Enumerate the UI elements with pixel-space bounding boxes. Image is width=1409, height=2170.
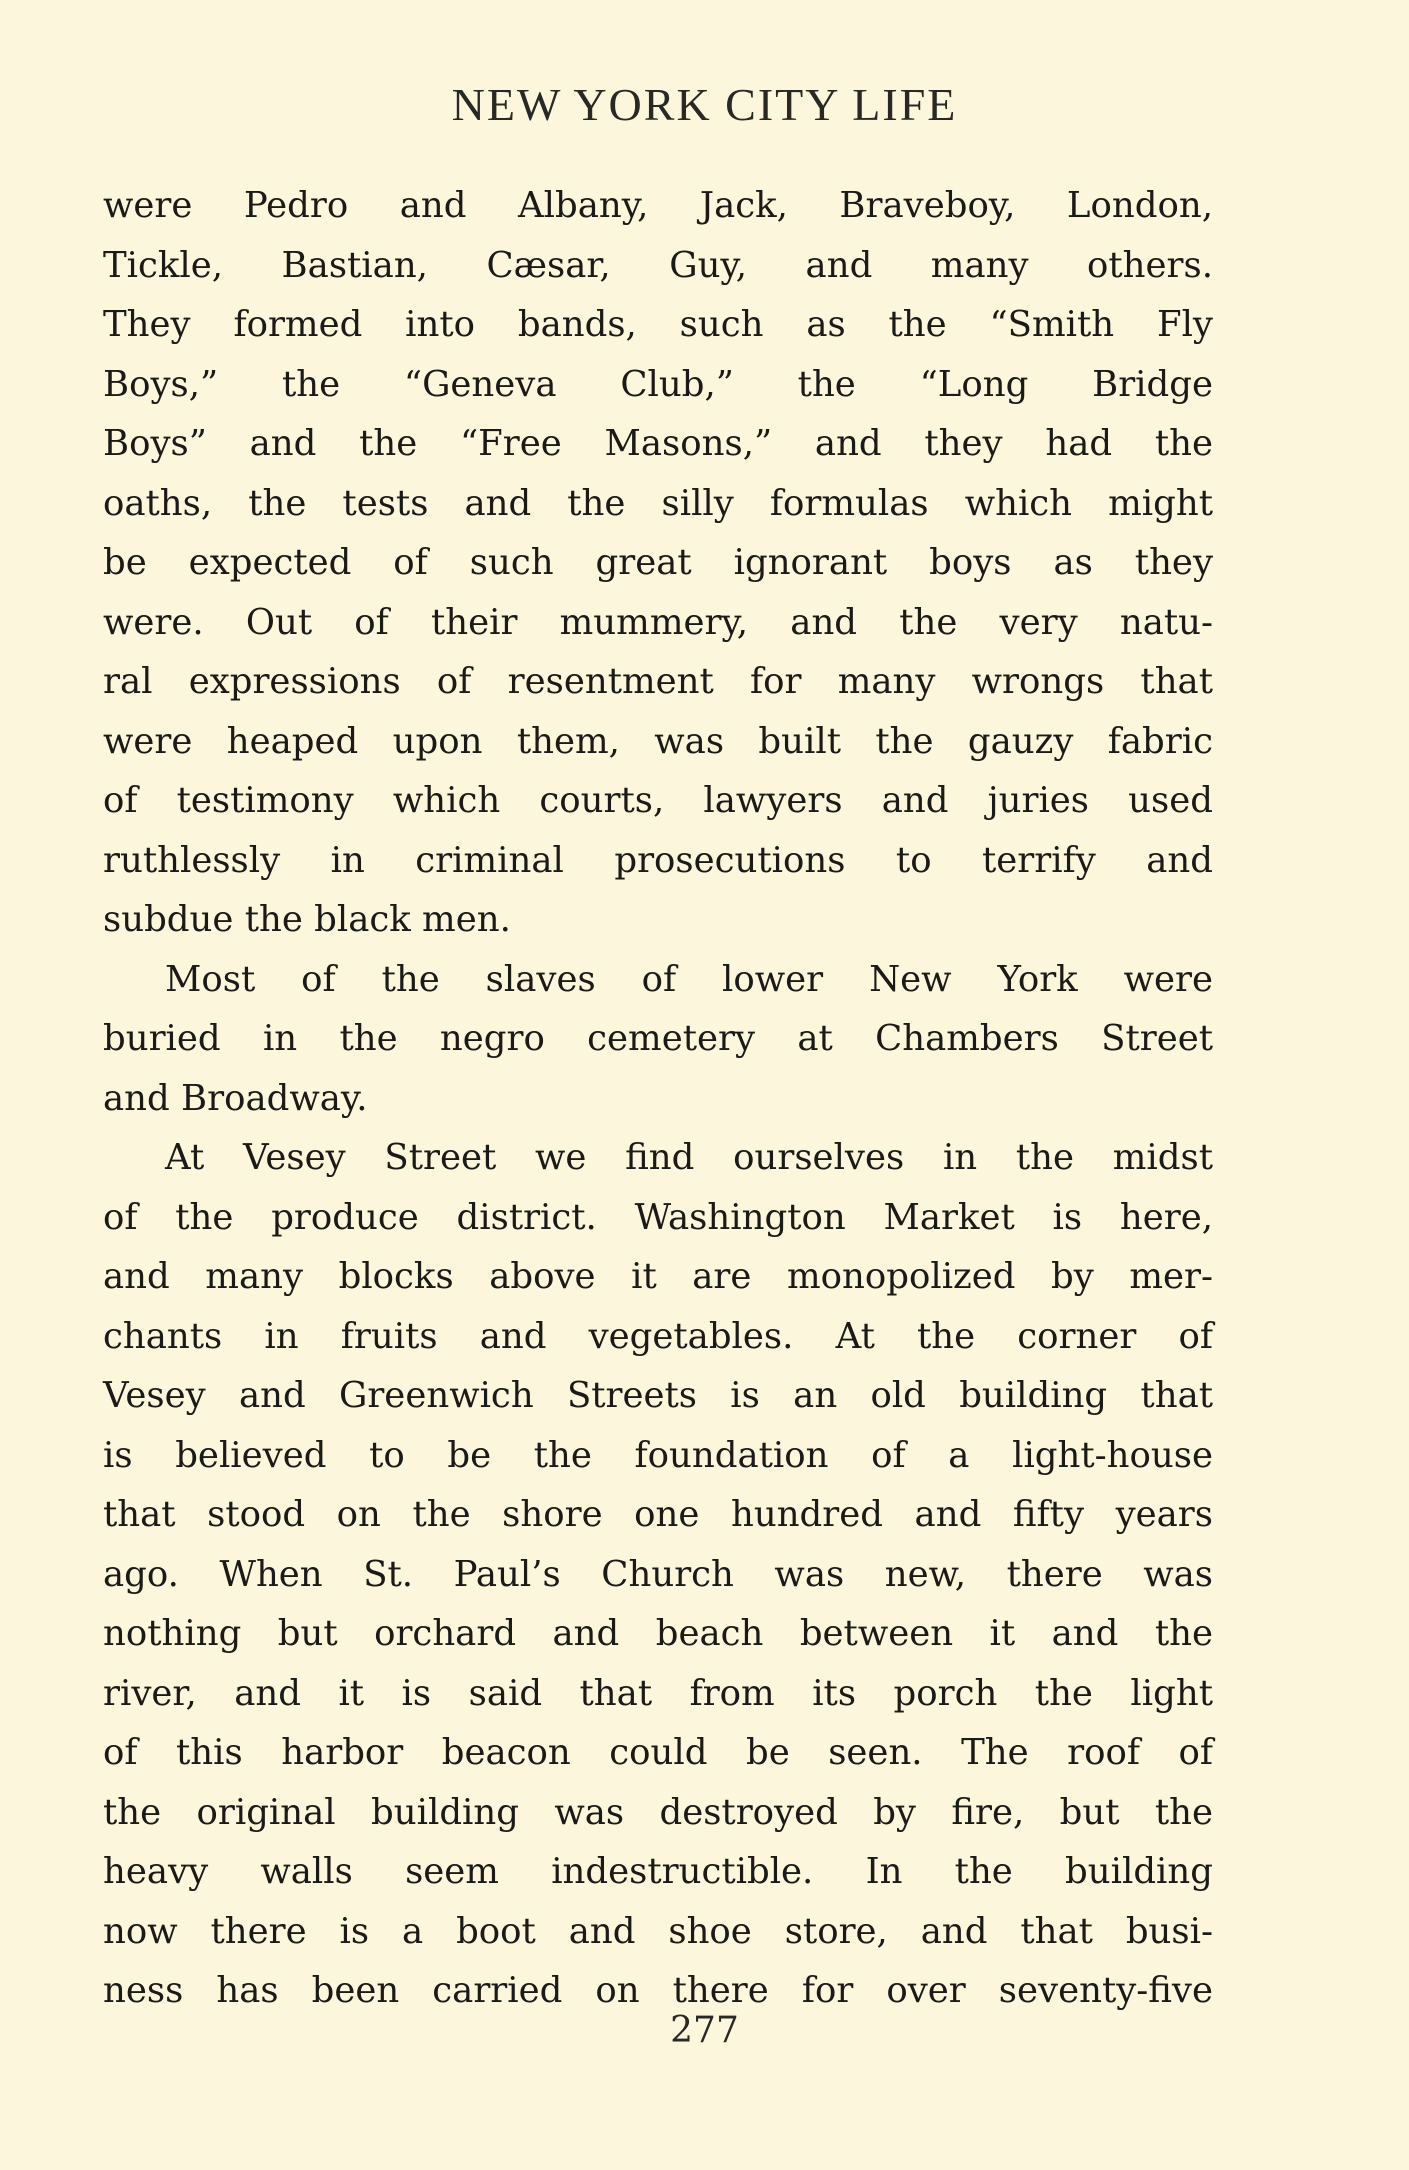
text-line: and many blocks above it are monopolized by mer- (103, 1256, 1213, 1297)
text-line: were Pedro and Albany, Jack, Braveboy, London, (103, 185, 1213, 226)
text-line: were heaped upon them, was built the gauzy fabric (103, 720, 1213, 762)
text-line: ruthlessly in criminal prosecutions to terrify and (103, 839, 1213, 881)
text-line: buried in the negro cemetery at Chambers Street (103, 1018, 1213, 1059)
text-line: heavy walls seem indestructible. In the building (103, 1851, 1213, 1892)
text-line: the original building was destroyed by fire, but the (103, 1791, 1213, 1833)
text-line: ago. When St. Paul’s Church was new, there was (103, 1553, 1213, 1595)
text-line: is believed to be the foundation of a light-house (103, 1434, 1213, 1476)
text-line: of this harbor beacon could be seen. The roof of (103, 1732, 1213, 1773)
text-line: were. Out of their mummery, and the very natu- (103, 601, 1213, 643)
page-number: 277 (670, 2010, 739, 2051)
text-line: Tickle, Bastian, Cæsar, Guy, and many others. (103, 244, 1213, 286)
text-line: that stood on the shore one hundred and fifty years (103, 1494, 1213, 1535)
text-line: now there is a boot and shoe store, and that busi- (103, 1910, 1213, 1952)
text-line: Boys,” the “Geneva Club,” the “Long Bridge (103, 363, 1213, 405)
text-line: subdue the black men. (103, 899, 511, 940)
text-line: ral expressions of resentment for many wrongs that (103, 661, 1213, 702)
text-line: be expected of such great ignorant boys as they (103, 542, 1213, 583)
text-line: ness has been carried on there for over seventy-five (103, 1970, 1213, 2011)
text-line: of testimony which courts, lawyers and juries used (103, 780, 1213, 821)
body-text (103, 176, 1213, 2021)
text-line: nothing but orchard and beach between it and the (103, 1613, 1213, 1654)
text-line: river, and it is said that from its porch the light (103, 1672, 1213, 1714)
text-line: of the produce district. Washington Market is here, (103, 1196, 1213, 1238)
running-title: NEW YORK CITY LIFE (451, 79, 958, 130)
text-line: chants in fruits and vegetables. At the corner of (103, 1315, 1213, 1357)
text-line: and Broadway. (103, 1077, 368, 1119)
text-line: At Vesey Street we find ourselves in the midst (165, 1137, 1213, 1178)
text-line: oaths, the tests and the silly formulas which might (103, 482, 1213, 524)
text-line: They formed into bands, such as the “Smith Fly (103, 304, 1213, 345)
text-line: Most of the slaves of lower New York were (165, 958, 1213, 1000)
text-line: Vesey and Greenwich Streets is an old building that (103, 1375, 1213, 1416)
text-line: Boys” and the “Free Masons,” and they had the (103, 423, 1213, 464)
